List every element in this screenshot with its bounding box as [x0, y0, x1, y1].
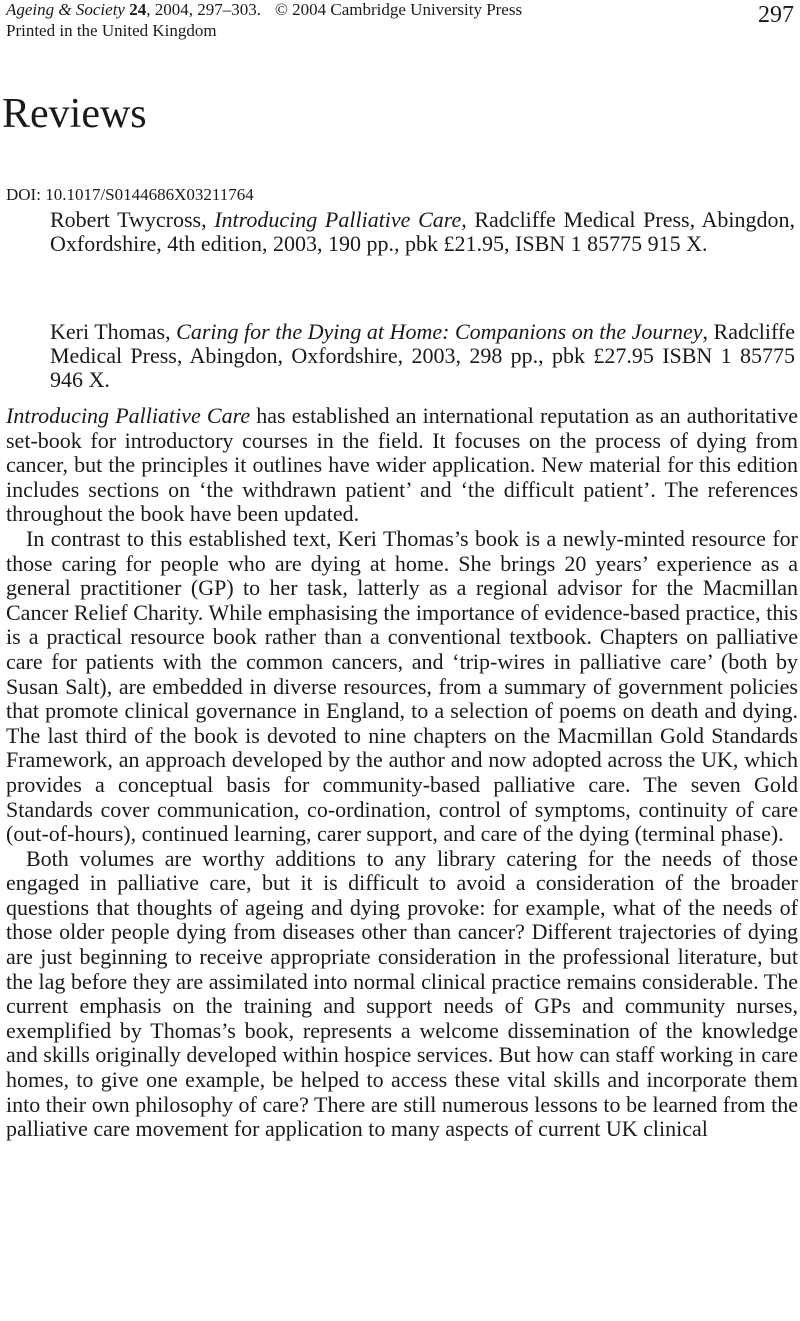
review-body: [6, 404, 798, 1142]
page-number: 297: [758, 2, 794, 28]
journal-name: Ageing & Society: [6, 0, 125, 19]
copyright-notice: © 2004 Cambridge University Press: [274, 0, 523, 19]
review-entry-thomas: [50, 320, 795, 392]
review-book-title: Caring for the Dying at Home: Companions on the Journey: [176, 319, 703, 344]
doi-link[interactable]: DOI: 10.1017/S0144686X03211764: [6, 185, 254, 204]
body-paragraph-1: [6, 404, 798, 527]
journal-volume: 24: [129, 0, 147, 19]
body-paragraph-2: In contrast to this established text, Keri Thomas’s book is a newly-minted resource for those caring for people who are dying at home. She brings 20 years’ experience as a general practitioner (GP) to her task, latterly as a regional advisor for the Macmillan Cancer Relief Charity. While emphasising the importance of evidence-based practice, this is a practical resource book rather than a conventional textbook. Chapters on palliative care for patients with the common cancers, and ‘trip-wires in palliative care’ (both by Susan Salt), are embedded in diverse resources, from a summary of government policies that promote clinical governance in England, to a selection of poems on death and dying. The last third of the book is devoted to nine chapters on the Macmillan Gold Standards Framework, an approach developed by the author and now adopted across the UK, which provides a conceptual basis for community-based palliative care. The seven Gold Standards cover communication, co-ordination, control of symptoms, continuity of care (out-of-hours), continued learning, carer support, and care of the dying (terminal phase).: [6, 525, 798, 847]
running-header: [6, 0, 522, 20]
section-title: Reviews: [2, 91, 147, 137]
body-paragraph-3: Both volumes are worthy additions to any library catering for the needs of those engaged in palliative care, but it is difficult to avoid a consideration of the broader questions that thoughts of ageing and dying provoke: for example, what of the needs of those older people dying from diseases other than cancer? Different trajectories of dying are just beginning to receive appropriate consideration in the professional literature, but the lag before they are assimilated into normal clinical practice remains considerable. The current emphasis on the training and support needs of GPs and community nurses, exemplified by Thomas’s book, represents a welcome dissemination of the knowledge and skills originally developed within hospice services. But how can staff working in care homes, to give one example, be helped to access these vital skills and incorporate them into their own philosophy of care? There are still numerous lessons to be learned from the palliative care movement for application to many aspects of current UK clinical: [6, 845, 798, 1142]
review-book-details: , Radcliffe Medical Press, Abingdon, Oxfordshire, 2003, 298 pp., pbk £27.95 ISBN 1 85775 946 X.: [50, 319, 796, 392]
printed-notice: Printed in the United Kingdom: [6, 21, 217, 40]
review-author: Keri Thomas,: [50, 319, 177, 344]
journal-year-pages: , 2004, 297–303.: [146, 0, 261, 19]
review-book-details: , Radcliffe Medical Press, Abingdon, Oxfordshire, 4th edition, 2003, 190 pp., pbk £21.95, ISBN 1 85775 915 X.: [50, 207, 795, 256]
paragraph-text: has established an international reputation as an authoritative set-book for introductory courses in the field. It focuses on the process of dying from cancer, but the principles it outlines have wider application. New material for this edition includes sections on ‘the withdrawn patient’ and ‘the difficult patient’. The references throughout the book have been updated.: [6, 403, 798, 527]
journal-citation: [6, 0, 261, 19]
review-author: Robert Twycross,: [50, 207, 215, 232]
review-entry-twycross: [50, 208, 795, 256]
book-title-reference: Introducing Palliative Care: [6, 403, 251, 428]
review-book-title: Introducing Palliative Care: [214, 207, 462, 232]
